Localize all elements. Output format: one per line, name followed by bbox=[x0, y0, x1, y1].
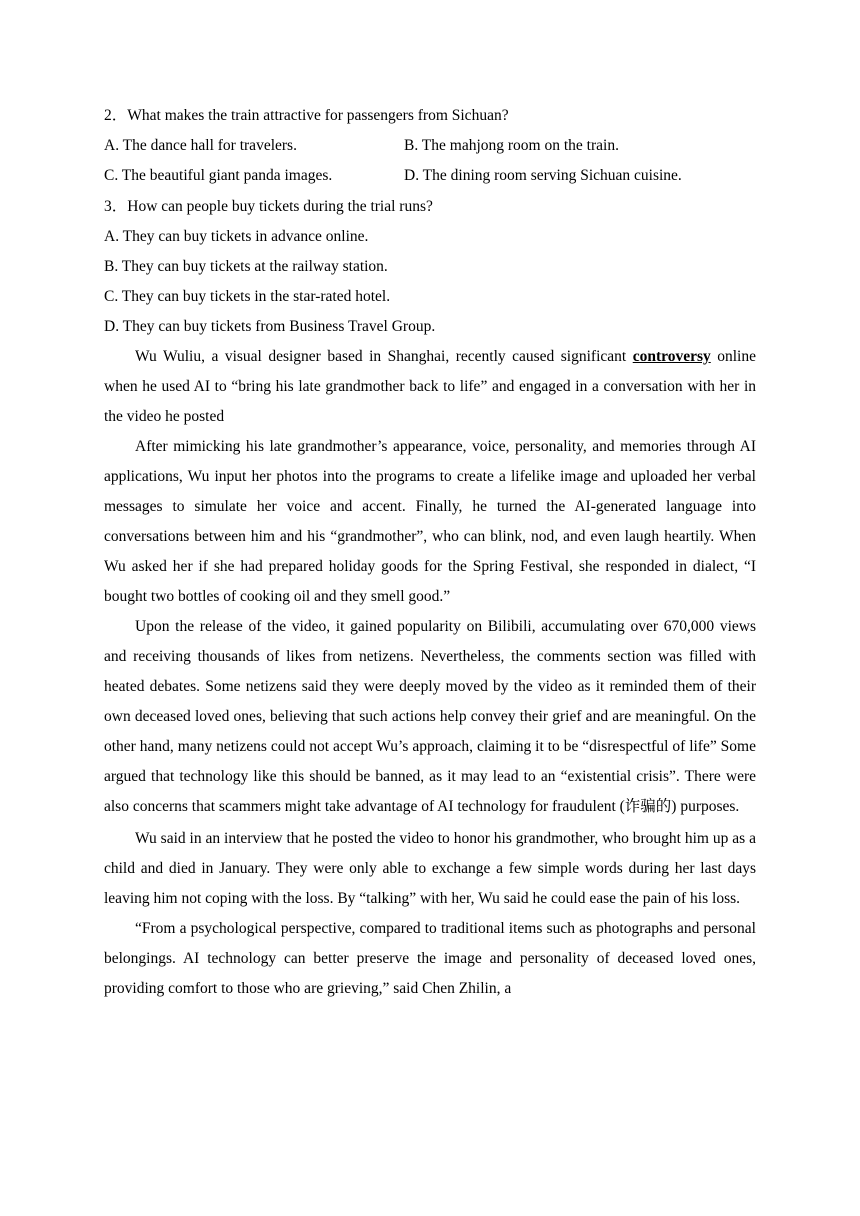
passage-paragraph-1 bbox=[104, 342, 756, 432]
question-2-option-d: D. The dining room serving Sichuan cuisine. bbox=[404, 167, 682, 184]
question-2-option-c: C. The beautiful giant panda images. bbox=[104, 167, 333, 184]
question-3-option-d: D. They can buy tickets from Business Travel Group. bbox=[104, 318, 436, 335]
question-2-options-row-1 bbox=[104, 131, 756, 161]
passage-paragraph-4: Wu said in an interview that he posted the video to honor his grandmother, who brought him up as a child and died in January. They were only able to exchange a few simple words during her last days leaving him not coping with the loss. By “talking” with her, Wu said he could ease the pain of his loss. bbox=[104, 830, 756, 907]
question-2-options-row-2 bbox=[104, 161, 756, 191]
passage-paragraph-3: Upon the release of the video, it gained popularity on Bilibili, accumulating over 670,000 views and receiving thousands of likes from netizens. Nevertheless, the comments section was filled with heated debates. Some netizens said they were deeply moved by the video as it reminded them of their own deceased loved ones, believing that such actions help convey their grief and are meaningful. On the other hand, many netizens could not accept Wu’s approach, claiming it to be “disrespectful of life” Some argued that technology like this should be banned, as it may lead to an “existential crisis”. There were also concerns that scammers might take advantage of AI technology for fraudulent (诈骗的) purposes. bbox=[104, 618, 756, 815]
question-2-option-b: B. The mahjong room on the train. bbox=[404, 137, 619, 154]
passage-paragraph-1-text-end: online when he used AI to “bring his late grandmother back to life” and engaged in a conversation with her in the video he posted bbox=[104, 348, 756, 425]
question-2-option-a: A. The dance hall for travelers. bbox=[104, 137, 297, 154]
question-3-stem: 3．How can people buy tickets during the trial runs? bbox=[104, 198, 433, 215]
question-3-option-b: B. They can buy tickets at the railway station. bbox=[104, 258, 388, 275]
question-3-option-c: C. They can buy tickets in the star-rated hotel. bbox=[104, 288, 391, 305]
keyword-controversy: controversy bbox=[632, 348, 711, 365]
passage-paragraph-5: “From a psychological perspective, compared to traditional items such as photographs and personal belongings. AI technology can better preserve the image and personality of deceased loved ones, providing comfort to those who are grieving,” said Chen Zhilin, a bbox=[104, 920, 756, 997]
question-3-option-a: A. They can buy tickets in advance online. bbox=[104, 228, 369, 245]
question-2-stem: 2．What makes the train attractive for passengers from Sichuan? bbox=[104, 107, 509, 124]
document-page bbox=[104, 100, 756, 1004]
passage-paragraph-2: After mimicking his late grandmother’s appearance, voice, personality, and memories through AI applications, Wu input her photos into the programs to create a lifelike image and uploaded her verbal messages to simulate her voice and accent. Finally, he turned the AI-generated language into conversations between him and his “grandmother”, who can blink, nod, and even laugh heartily. When Wu asked her if she had prepared holiday goods for the Spring Festival, she responded in dialect, “I bought two bottles of cooking oil and they smell good.” bbox=[104, 438, 756, 605]
passage-paragraph-1-text-start: Wu Wuliu, a visual designer based in Shanghai, recently caused significant bbox=[135, 348, 633, 365]
